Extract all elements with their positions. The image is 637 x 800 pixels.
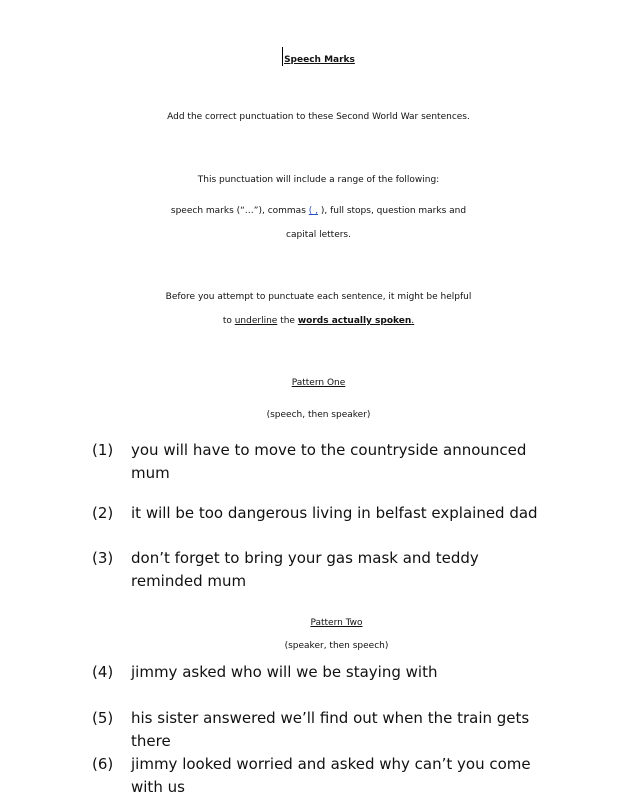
comma-symbol-link[interactable]: ( , — [308, 206, 318, 216]
item-number: (5) — [92, 709, 114, 727]
item-text: his sister answered we’ll find out when the train gets there — [131, 709, 530, 750]
item-text: don’t forget to bring your gas mask and teddy reminded mum — [131, 549, 479, 590]
hint-words-spoken: words actually spoken — [297, 316, 412, 326]
item-text: it will be too dangerous living in belfast explained dad — [131, 504, 538, 522]
hint-to: to — [222, 316, 235, 326]
instruction-text: Add the correct punctuation to these Second World War sentences. — [167, 112, 470, 122]
text-cursor — [282, 47, 283, 66]
range-intro: This punctuation will include a range of the following: — [197, 175, 440, 185]
pattern-one-heading: Pattern One — [291, 378, 346, 388]
title-text: Speech Marks — [284, 55, 355, 65]
item-number: (1) — [92, 441, 114, 459]
hint-line-1: Before you attempt to punctuate each sentence, it might be helpful — [165, 292, 472, 302]
page-title — [0, 47, 637, 66]
item-text: jimmy looked worried and asked why can’t you come with us — [131, 755, 531, 796]
pattern-two-heading: Pattern Two — [310, 618, 363, 628]
hint-the: the — [277, 316, 298, 326]
hint-line-2 — [0, 316, 637, 326]
range-line — [0, 206, 637, 216]
item-number: (3) — [92, 549, 114, 567]
pattern-two-subheading: (speaker, then speech) — [284, 641, 389, 651]
item-number: (6) — [92, 755, 114, 773]
item-text: jimmy asked who will we be staying with — [131, 663, 438, 681]
item-number: (4) — [92, 663, 114, 681]
item-text: you will have to move to the countryside announced mum — [131, 441, 527, 482]
hint-period: . — [411, 316, 415, 326]
item-number: (2) — [92, 504, 114, 522]
range-line-a: speech marks (“…”), commas — [170, 206, 309, 216]
range-line-b: ), full stops, question marks and — [317, 206, 467, 216]
pattern-one-subheading: (speech, then speaker) — [266, 410, 371, 420]
range-line-c: capital letters. — [286, 230, 351, 240]
hint-underline-word: underline — [234, 316, 278, 326]
